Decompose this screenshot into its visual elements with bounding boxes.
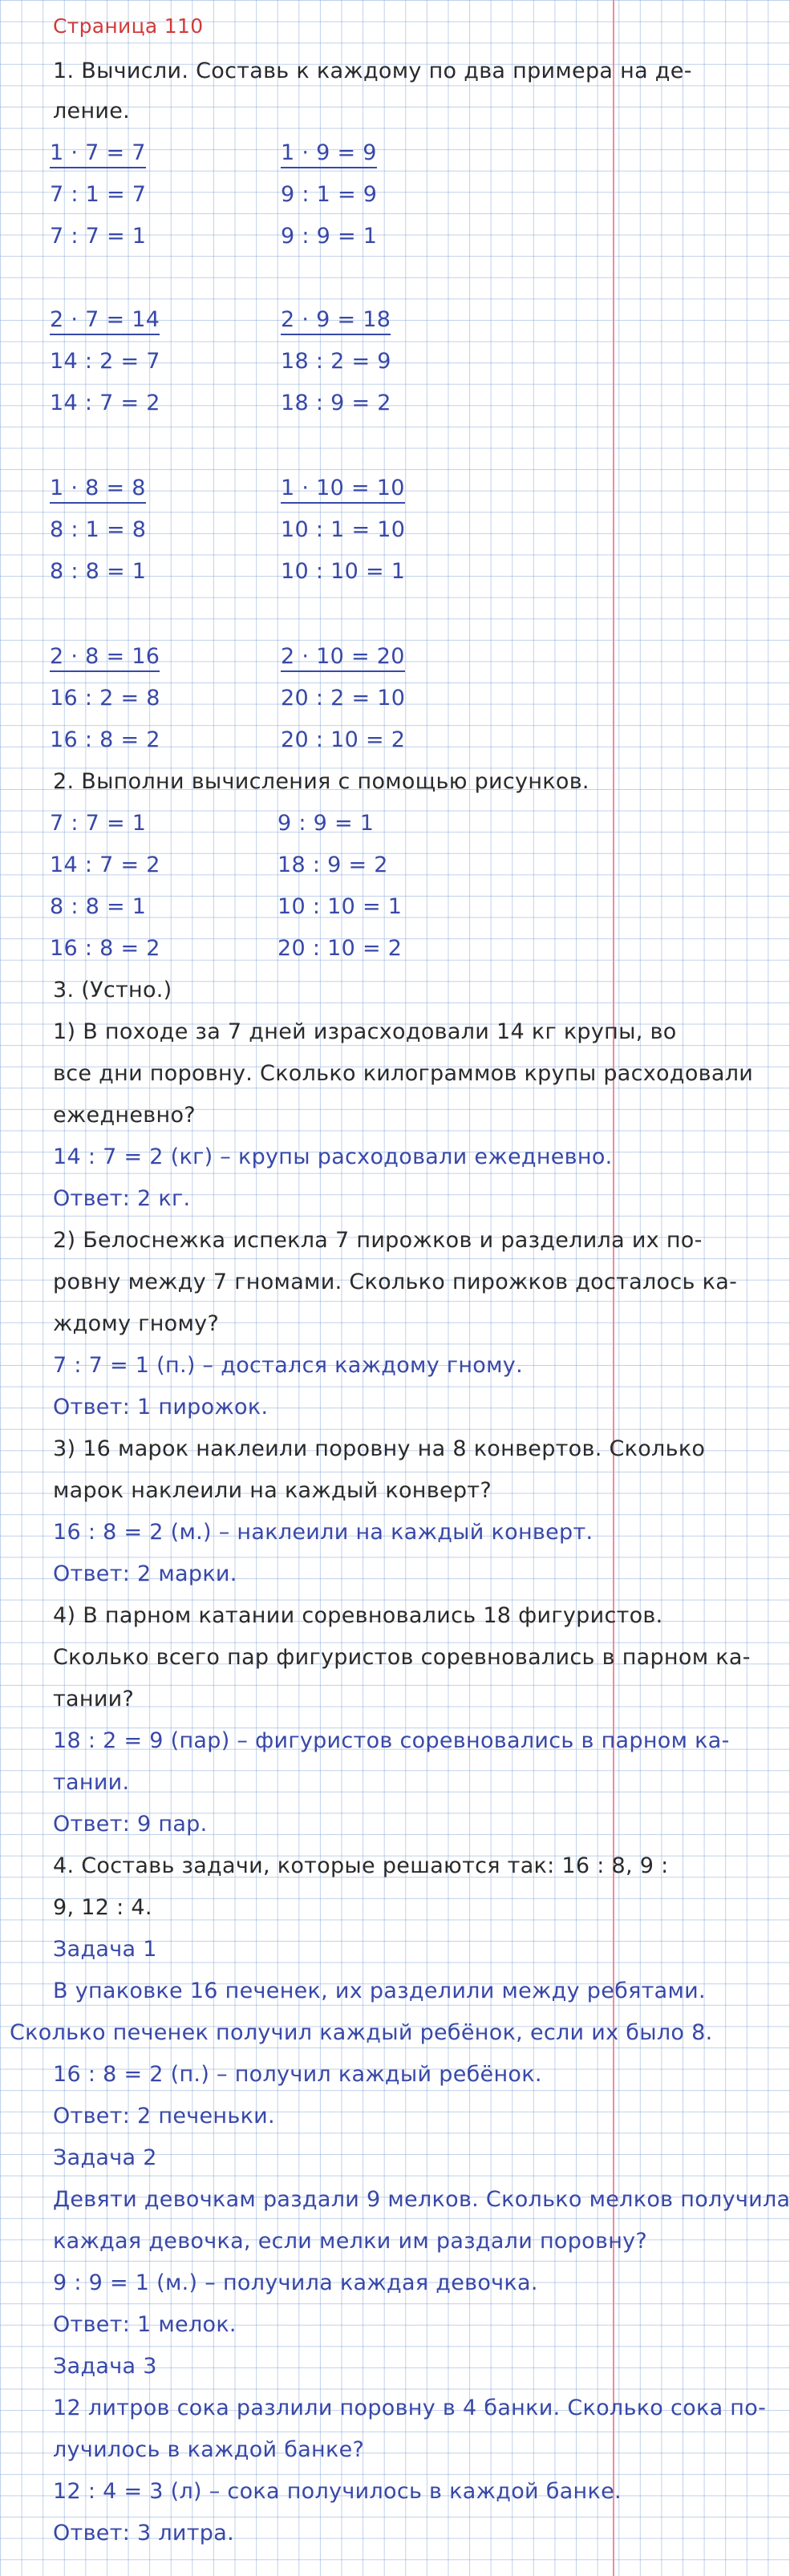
problem-text: 3) 16 марок наклеили поровну на 8 конвертов. Сколько xyxy=(53,1436,706,1461)
task3-heading: 3. (Устно.) xyxy=(53,978,172,1002)
problem-text: В упаковке 16 печенек, их разделили между ребятами. xyxy=(53,1979,706,2003)
problem-text: лучилось в каждой банке? xyxy=(53,2437,365,2462)
task1-heading-cont: ление. xyxy=(53,99,131,124)
task2-equation: 9 : 9 = 1 xyxy=(278,811,375,836)
task2-equation: 10 : 10 = 1 xyxy=(278,894,403,919)
task1-equation: 18 : 9 = 2 xyxy=(281,391,391,415)
task1-equation: 2 · 8 = 16 xyxy=(50,645,160,672)
task1-equation: 18 : 2 = 9 xyxy=(281,349,391,374)
task1-equation: 8 : 8 = 1 xyxy=(50,559,147,584)
problem-text: ежедневно? xyxy=(53,1103,196,1128)
task1-equation: 1 · 9 = 9 xyxy=(281,141,377,168)
task1-equation: 2 · 7 = 14 xyxy=(50,308,160,335)
solution-line: 16 : 8 = 2 (п.) – получил каждый ребёнок. xyxy=(53,2062,542,2087)
task2-heading: 2. Выполни вычисления с помощью рисунков. xyxy=(53,769,589,794)
task1-equation: 2 · 10 = 20 xyxy=(281,645,405,672)
answer-line: Ответ: 9 пар. xyxy=(53,1812,208,1837)
problem-text: 12 литров сока разлили поровну в 4 банки. Сколько сока по- xyxy=(53,2396,767,2420)
page-title: Страница 110 xyxy=(53,14,204,38)
problem-text: все дни поровну. Сколько килограммов крупы расходовали xyxy=(53,1061,754,1086)
task1-equation: 10 : 10 = 1 xyxy=(281,559,406,584)
task4-heading-cont: 9, 12 : 4. xyxy=(53,1895,152,1920)
answer-line: Ответ: 3 литра. xyxy=(53,2521,234,2546)
problem-label: Задача 2 xyxy=(53,2145,157,2170)
task1-equation: 14 : 7 = 2 xyxy=(50,391,160,415)
task1-heading: 1. Вычисли. Составь к каждому по два примера на де- xyxy=(53,59,692,83)
task2-equation: 14 : 7 = 2 xyxy=(50,853,160,877)
task1-equation: 1 · 8 = 8 xyxy=(50,476,146,504)
solution-line: 14 : 7 = 2 (кг) – крупы расходовали ежедневно. xyxy=(53,1144,613,1169)
task2-equation: 20 : 10 = 2 xyxy=(278,936,403,961)
task1-equation: 7 : 7 = 1 xyxy=(50,224,147,249)
problem-text: ждому гному? xyxy=(53,1311,220,1336)
task1-equation: 7 : 1 = 7 xyxy=(50,182,147,207)
problem-label: Задача 3 xyxy=(53,2354,157,2379)
problem-text: ровну между 7 гномами. Сколько пирожков досталось ка- xyxy=(53,1270,738,1294)
problem-text: 2) Белоснежка испекла 7 пирожков и разделила их по- xyxy=(53,1228,703,1253)
task1-equation: 14 : 2 = 7 xyxy=(50,349,160,374)
problem-label: Задача 1 xyxy=(53,1937,157,1962)
task1-equation: 16 : 8 = 2 xyxy=(50,727,160,752)
solution-line: 16 : 8 = 2 (м.) – наклеили на каждый конверт. xyxy=(53,1520,594,1545)
task1-equation: 1 · 7 = 7 xyxy=(50,141,146,168)
answer-line: Ответ: 2 марки. xyxy=(53,1561,237,1586)
task1-equation: 20 : 10 = 2 xyxy=(281,727,406,752)
task2-equation: 16 : 8 = 2 xyxy=(50,936,160,961)
task1-equation: 1 · 10 = 10 xyxy=(281,476,405,504)
task1-equation: 8 : 1 = 8 xyxy=(50,517,147,542)
task1-equation: 20 : 2 = 10 xyxy=(281,686,406,711)
task1-equation: 9 : 1 = 9 xyxy=(281,182,378,207)
problem-text: Сколько печенек получил каждый ребёнок, если их было 8. xyxy=(10,2020,713,2045)
task1-equation: 16 : 2 = 8 xyxy=(50,686,160,711)
task4-heading: 4. Составь задачи, которые решаются так: 16 : 8, 9 : xyxy=(53,1853,669,1878)
task1-equation: 2 · 9 = 18 xyxy=(281,308,391,335)
problem-text: Сколько всего пар фигуристов соревновались в парном ка- xyxy=(53,1645,751,1670)
solution-line: 9 : 9 = 1 (м.) – получила каждая девочка. xyxy=(53,2270,538,2295)
problem-text: 1) В походе за 7 дней израсходовали 14 кг крупы, во xyxy=(53,1019,677,1044)
problem-text: тании? xyxy=(53,1687,135,1711)
solution-line: тании. xyxy=(53,1770,130,1795)
solution-line: 7 : 7 = 1 (п.) – достался каждому гному. xyxy=(53,1353,523,1378)
problem-text: марок наклеили на каждый конверт? xyxy=(53,1478,492,1503)
task2-equation: 18 : 9 = 2 xyxy=(278,853,388,877)
problem-text: 4) В парном катании соревновались 18 фигуристов. xyxy=(53,1603,663,1628)
problem-text: Девяти девочкам раздали 9 мелков. Сколько мелков получила xyxy=(53,2187,790,2212)
task2-equation: 8 : 8 = 1 xyxy=(50,894,147,919)
task1-equation: 10 : 1 = 10 xyxy=(281,517,406,542)
answer-line: Ответ: 1 мелок. xyxy=(53,2312,237,2337)
solution-line: 18 : 2 = 9 (пар) – фигуристов соревновались в парном ка- xyxy=(53,1728,730,1753)
task2-equation: 7 : 7 = 1 xyxy=(50,811,147,836)
solution-line: 12 : 4 = 3 (л) – сока получилось в каждой банке. xyxy=(53,2479,622,2504)
answer-line: Ответ: 2 кг. xyxy=(53,1186,191,1211)
problem-text: каждая девочка, если мелки им раздали поровну? xyxy=(53,2229,648,2254)
task1-equation: 9 : 9 = 1 xyxy=(281,224,378,249)
answer-line: Ответ: 1 пирожок. xyxy=(53,1395,269,1420)
answer-line: Ответ: 2 печеньки. xyxy=(53,2104,275,2128)
